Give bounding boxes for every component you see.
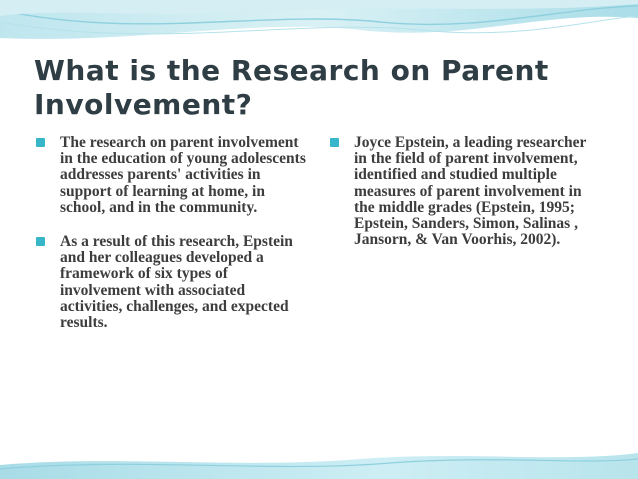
square-bullet-icon (36, 237, 45, 246)
bullet-item (36, 234, 311, 331)
bullet-item (36, 135, 311, 216)
square-bullet-icon (36, 138, 45, 147)
left-column (36, 135, 311, 349)
bullet-text: The research on parent involvement in the education of young adolescents addresses parents' activities in support of learning at home, in school, and in the community. (60, 134, 306, 216)
slide-title: What is the Research on Parent Involvement? (34, 54, 549, 121)
bullet-text: As a result of this research, Epstein and her colleagues developed a framework of six types of involvement with associated activities, challenges, and expected results. (60, 233, 293, 332)
top-wave-decoration (0, 0, 638, 60)
square-bullet-icon (330, 138, 339, 147)
bullet-text: Joyce Epstein, a leading researcher in the field of parent involvement, identified and studied multiple measures of parent involvement in the middle grades (Epstein, 1995; Epstein, Sanders, Simon, Salinas , Jansorn, & Van Voorhis, 2002). (354, 134, 587, 249)
right-column (330, 135, 600, 266)
bullet-item (330, 135, 600, 248)
bottom-wave-decoration (0, 439, 638, 479)
